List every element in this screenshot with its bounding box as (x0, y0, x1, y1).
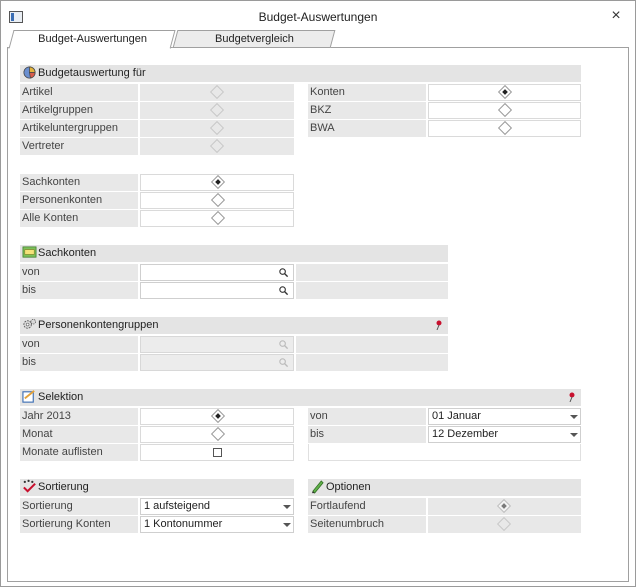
monat-label: Monat (20, 426, 138, 443)
sachkonten-bis-extra (296, 282, 448, 299)
bkz-radio[interactable] (498, 103, 512, 117)
chevron-down-icon[interactable] (279, 499, 293, 514)
sachkonten-bis-input[interactable] (140, 282, 294, 299)
section-title: Sachkonten (38, 247, 97, 259)
fortlaufend-radio[interactable] (497, 499, 511, 513)
vertreter-label: Vertreter (20, 138, 138, 155)
gears-icon (22, 317, 37, 332)
vertreter-radio[interactable] (210, 139, 224, 153)
search-icon (278, 339, 289, 350)
monate-auflisten-label: Monate auflisten (20, 444, 138, 461)
jahr-label: Jahr 2013 (20, 408, 138, 425)
chevron-down-icon[interactable] (566, 427, 580, 442)
jahr-radio[interactable] (211, 409, 225, 423)
personen-bis-extra (296, 354, 448, 371)
tab-budget-auswertungen[interactable] (8, 30, 175, 49)
konten-cell (428, 84, 581, 101)
window-title: Budget-Auswertungen (258, 10, 378, 24)
artikeluntergruppen-cell (140, 120, 294, 137)
bkz-label: BKZ (308, 102, 426, 119)
vertreter-cell (140, 138, 294, 155)
monat-radio[interactable] (211, 427, 225, 441)
bis-monat-value: 12 Dezember (432, 428, 499, 440)
bis-monat-label: bis (308, 426, 426, 443)
personen-bis-label: bis (20, 354, 138, 371)
konten-label: Konten (308, 84, 426, 101)
sortierung-select[interactable] (140, 498, 294, 515)
budget-header (20, 65, 581, 82)
selection-icon (22, 389, 37, 404)
personen-von-label: von (20, 336, 138, 353)
sortierung-value: 1 aufsteigend (144, 500, 211, 512)
sachkonten-von-label: von (20, 264, 138, 281)
tab-label: Budgetvergleich (214, 33, 294, 45)
von-monat-value: 01 Januar (432, 410, 481, 422)
bwa-radio[interactable] (498, 121, 512, 135)
alle-konten-option-cell (140, 210, 294, 227)
sortierung-label: Sortierung (20, 498, 138, 515)
personenkonten-radio[interactable] (211, 193, 225, 207)
personen-bis-input[interactable] (140, 354, 294, 371)
artikel-cell (140, 84, 294, 101)
monate-auflisten-cell (140, 444, 294, 461)
personenkonten-option-label: Personenkonten (20, 192, 138, 209)
seitenumbruch-radio[interactable] (497, 517, 511, 531)
search-icon[interactable] (278, 267, 289, 278)
personen-von-input[interactable] (140, 336, 294, 353)
artikelgruppen-radio[interactable] (210, 103, 224, 117)
section-title: Sortierung (38, 481, 89, 493)
artikeluntergruppen-radio[interactable] (210, 121, 224, 135)
search-icon (278, 357, 289, 368)
section-title: Optionen (326, 481, 371, 493)
seitenumbruch-label: Seitenumbruch (308, 516, 426, 533)
sachkonten-von-input[interactable] (140, 264, 294, 281)
tab-budgetvergleich[interactable] (173, 30, 336, 48)
pin-icon[interactable] (568, 392, 576, 402)
accounts-icon (22, 245, 37, 260)
pie-chart-icon (22, 65, 37, 80)
seitenumbruch-cell (428, 516, 581, 533)
artikelgruppen-label: Artikelgruppen (20, 102, 138, 119)
artikel-label: Artikel (20, 84, 138, 101)
selektion-filler (308, 444, 581, 461)
personen-von-extra (296, 336, 448, 353)
fortlaufend-cell (428, 498, 581, 515)
bwa-label: BWA (308, 120, 426, 137)
bkz-cell (428, 102, 581, 119)
section-title: Budgetauswertung für (38, 67, 146, 79)
pencil-icon (310, 479, 325, 494)
pin-icon[interactable] (435, 320, 443, 330)
optionen-header (308, 479, 581, 496)
personenkonten-option-cell (140, 192, 294, 209)
sachkonten-radio[interactable] (211, 175, 225, 189)
selektion-header (20, 389, 581, 406)
sachkonten-option-label: Sachkonten (20, 174, 138, 191)
search-icon[interactable] (278, 285, 289, 296)
tab-label: Budget-Auswertungen (37, 33, 147, 45)
sortierung-konten-select[interactable] (140, 516, 294, 533)
section-title: Personenkontengruppen (38, 319, 159, 331)
sort-check-icon (22, 479, 37, 494)
sortierung-konten-value: 1 Kontonummer (144, 518, 223, 530)
von-monat-label: von (308, 408, 426, 425)
monat-cell (140, 426, 294, 443)
close-icon[interactable]: × (611, 7, 621, 24)
artikelgruppen-cell (140, 102, 294, 119)
personen-header (20, 317, 448, 334)
chevron-down-icon[interactable] (566, 409, 580, 424)
title-bar (1, 1, 635, 32)
tab-bar (7, 30, 629, 48)
von-monat-select[interactable] (428, 408, 581, 425)
artikel-radio[interactable] (210, 85, 224, 99)
chevron-down-icon[interactable] (279, 517, 293, 532)
alle-konten-option-label: Alle Konten (20, 210, 138, 227)
bis-monat-select[interactable] (428, 426, 581, 443)
sachkonten-bis-label: bis (20, 282, 138, 299)
sachkonten-option-cell (140, 174, 294, 191)
alle-konten-radio[interactable] (211, 211, 225, 225)
sortierung-konten-label: Sortierung Konten (20, 516, 138, 533)
sachkonten-von-extra (296, 264, 448, 281)
section-title: Selektion (38, 391, 84, 403)
sortierung-header (20, 479, 294, 496)
monate-auflisten-checkbox[interactable] (213, 448, 222, 457)
sachkonten-header (20, 245, 448, 262)
konten-radio[interactable] (498, 85, 512, 99)
jahr-cell (140, 408, 294, 425)
bwa-cell (428, 120, 581, 137)
fortlaufend-label: Fortlaufend (308, 498, 426, 515)
artikeluntergruppen-label: Artikeluntergruppen (20, 120, 138, 137)
